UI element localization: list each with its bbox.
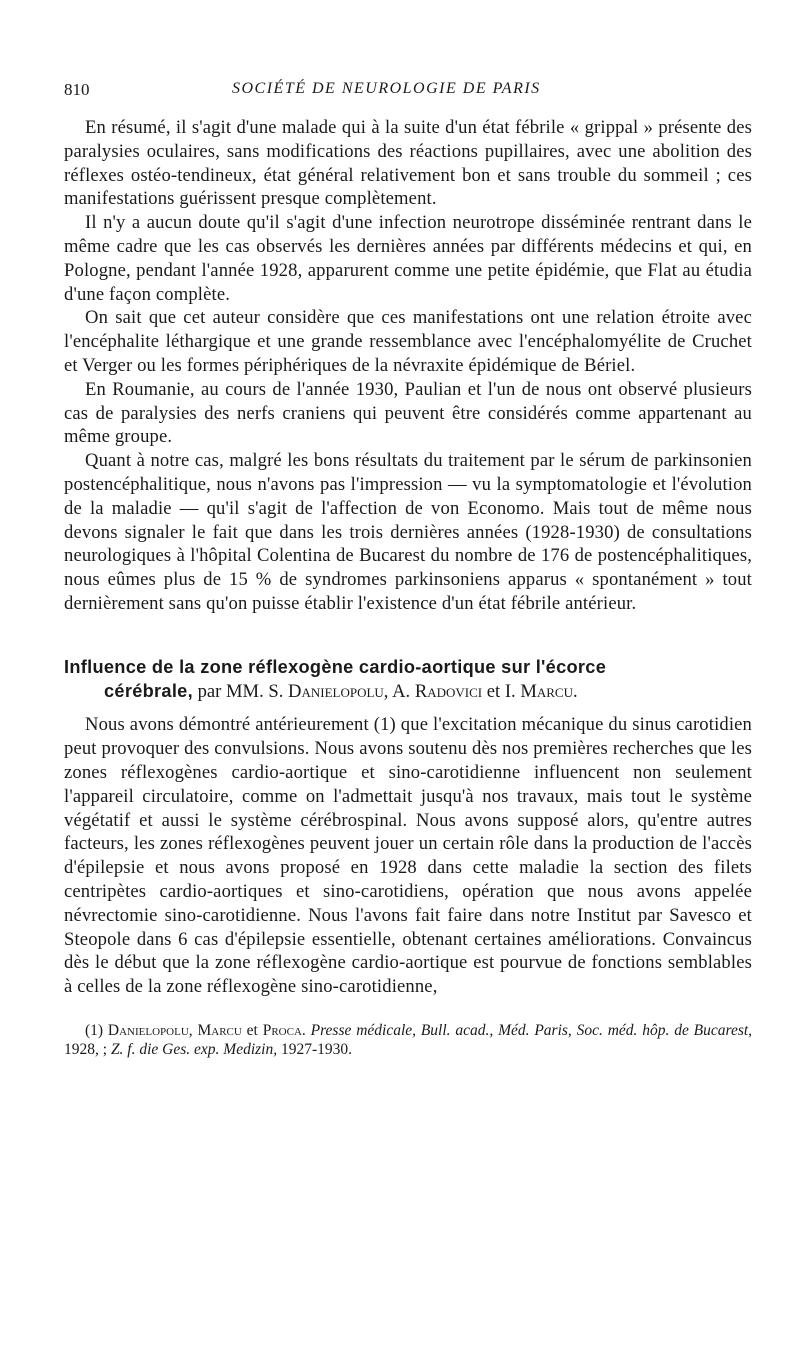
section-heading: Influence de la zone réflexogène cardio-aortique sur l'écorce cérébrale, par MM. S. Danielopolu, A. Radovici et I. Marcu. [64,656,607,702]
footnote-and: et [246,1021,258,1039]
author2-initial: A. [392,680,411,702]
author2-name: Radovici [414,680,483,702]
footnote-ref1: Presse médicale, Bull. acad., Méd. Paris, Soc. méd. hôp. de Bucarest, [310,1021,753,1039]
footnote-author-last: Proca. [262,1021,306,1039]
paragraph-author-view: On sait que cet auteur considère que ces manifestations ont une relation étroite avec l'encéphalite léthargique et une grande ressemblance avec l'encéphalomyélite de Cruchet et Verger ou les formes périphériques de la névraxite épidémique de Bériel. [64,307,752,376]
section-title-line-2: cérébrale, [104,680,193,701]
footnote-authors: Danielopolu, Marcu [107,1021,242,1039]
byline-and: et [486,680,501,702]
section-body-paragraph: Nous avons démontré antérieurement (1) que l'excitation mécanique du sinus carotidien peut provoquer des convulsions. Nous avons soutenu dès nos premières recherches que les zones réflexogènes cardio-aortique et sino-carotidienne influencent non seulement l'appareil circulatoire, comme on l'admettait jusqu'à nos travaux, mais tout le système végétatif et aussi le système cérébrospinal. Nous avons supposé alors, qu'entre autres facteurs, les zones réflexogènes peuvent jouer un certain rôle dans la production de l'accès d'épilepsie et nous avons proposé en 1928 dans cette maladie la section des filets centripètes cardio-aortiques et sino-carotidiens, opération que nous avons appelée névrectomie sino-carotidienne. Nous l'avons fait faire dans notre Institut par Savesco et Steopole dans 6 cas d'épilepsie essentielle, obtenant certaines améliorations. Convaincus dès le début que la zone réflexogène cardio-aortique est pourvue de fonctions semblables à celles de la zone réflexogène sino-carotidienne, [64,714,752,998]
author3-name: Marcu. [520,680,578,702]
paragraph-summary: En résumé, il s'agit d'une malade qui à la suite d'un état fébrile « grippal » présente des paralysies oculaires, sans modifications des réactions pupillaires, avec une abolition des réflexes ostéo-tendineux, état général relativement bon et sans trouble du sommeil ; ces manifestations guérissent presque complètement. [64,117,752,210]
paragraph-romania: En Roumanie, au cours de l'année 1930, Paulian et l'un de nous ont observé plusieurs cas de paralysies des nerfs craniens qui peuvent être considérés comme appartenant au même groupe. [64,378,752,448]
page-header [64,80,752,104]
section-title-line-1: Influence de la zone réflexogène cardio-aortique sur l'écorce [64,656,607,677]
footnote-marker: (1) [85,1021,104,1039]
footnote-ref1-year: 1928, ; [64,1040,108,1058]
paragraph-infection: Il n'y a aucun doute qu'il s'agit d'une infection neurotrope disséminée rentrant dans le même cadre que les cas observés les dernières années par différents médecins et qui, en Pologne, pendant l'année 1928, apparurent comme une petite épidémie, que Flat au étudia d'une façon complète. [64,212,752,305]
footnote-ref2-year: 1927-1930. [280,1040,353,1058]
footnote-ref2: Z. f. die Ges. exp. Medizin, [110,1040,278,1058]
author1-name: Danielopolu [288,680,384,702]
running-title: SOCIÉTÉ DE NEUROLOGIE DE PARIS [232,80,541,97]
byline-par: par MM. [197,680,264,702]
body-text [64,116,752,1059]
author1-initial: S. [268,680,284,702]
author3-initial: I. [504,680,516,702]
footnote [64,1021,752,1059]
page-number: 810 [64,80,90,99]
paragraph-our-case: Quant à notre cas, malgré les bons résultats du traitement par le sérum de parkinsonien postencéphalitique, nous n'avons pas l'impression — vu la symptomatologie et l'évolution de la maladie — qu'il s'agit de l'affection de von Economo. Mais tout de même nous devons signaler le fait que dans les trois dernières années (1928-1930) de consultations neurologiques à l'hôpital Colentina de Bucarest du nombre de 176 de postencéphalitiques, nous eûmes plus de 15 % de syndromes parkinsoniens apparus « spontanément » tout dernièrement sans qu'on puisse établir l'existence d'un état fébrile antérieur. [64,450,752,614]
